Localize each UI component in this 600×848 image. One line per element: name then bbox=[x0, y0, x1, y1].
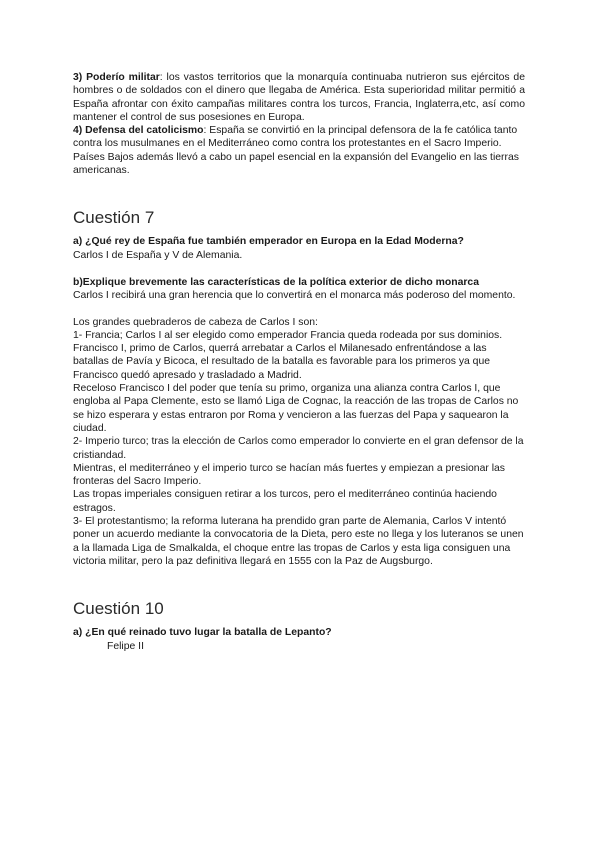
point-3-paragraph bbox=[73, 71, 525, 124]
answer-10a: Felipe II bbox=[107, 640, 144, 652]
point-3-label: 3) Poderío militar bbox=[73, 72, 160, 83]
answer-7b-line: Receloso Francisco I del poder que tenía su primo, organiza una alianza contra Carlos I, que engloba al Papa Clemente, esto se llamó Liga de Cognac, la reacción de las tropas de Carlos no se hizo esperara y estas entraron por Roma y vencieron a las fuerzas del Papa y saquearon la ciudad. bbox=[73, 383, 519, 434]
question-7a: a) ¿Qué rey de España fue también emperador en Europa en la Edad Moderna? bbox=[73, 236, 464, 248]
question-7b: b)Explique brevemente las características de la política exterior de dicho monarca bbox=[73, 276, 479, 288]
answer-7b-line: Las tropas imperiales consiguen retirar a los turcos, pero el mediterráneo continúa haciendo estragos. bbox=[73, 489, 497, 514]
answer-7b-intro: Carlos I recibirá una gran herencia que lo convertirá en el monarca más poderoso del momento. bbox=[73, 290, 516, 302]
point-4-label: 4) Defensa del catolicismo bbox=[73, 125, 204, 137]
point-3-text: : los vastos territorios que la monarquía continuaba nutrieron sus ejércitos de hombres o de soldados con el dinero que llegaba de América. Esta superioridad militar permitió a España afrontar con éxito campañas militares contra los turcos, Francia, Inglaterra,etc, así como mantener el control de sus posesiones en Europa. bbox=[73, 72, 525, 123]
answer-7b-line: Los grandes quebraderos de cabeza de Carlos I son: bbox=[73, 316, 318, 328]
document-content bbox=[73, 71, 525, 653]
answer-7b-line: 2- Imperio turco; tras la elección de Carlos como emperador lo convierte en el gran defensor de la cristiandad. bbox=[73, 436, 524, 461]
cuestion-10-heading: Cuestión 10 bbox=[73, 599, 164, 619]
point-4-text: : España se convirtió en la principal defensora de la fe católica tanto contra los musulmanes en el Mediterráneo como contra los protestantes en el Sacro Imperio. Países Bajos además llevó a cabo un papel esencial en la expansión del Evangelio en las tierras americanas. bbox=[73, 125, 519, 177]
answer-7b-line: 3- El protestantismo; la reforma luterana ha prendido gran parte de Alemania, Carlos V intentó poner un acuerdo mediante la convocatoria de la Dieta, pero este no llega y los luteranos se unen a la llamada Liga de Smalkalda, el choque entre las tropas de Carlos y esta liga consiguen una victoria militar, pero la paz definitiva llegará en 1555 con la Paz de Augsburgo. bbox=[73, 516, 524, 567]
question-10a: a) ¿En qué reinado tuvo lugar la batalla de Lepanto? bbox=[73, 627, 332, 639]
answer-7a: Carlos I de España y V de Alemania. bbox=[73, 249, 243, 261]
point-4-paragraph bbox=[73, 124, 525, 177]
answer-7b-line: 1- Francia; Carlos I al ser elegido como emperador Francia queda rodeada por sus dominios. Francisco I, primo de Carlos, querrá arrebatar a Carlos el Milanesado enfrentándose a las batallas de Pavía y Bicoca, el resultado de la batalla es favorable para los primeros ya que Francisco quedó apresado y trasladado a Madrid. bbox=[73, 329, 503, 381]
answer-7b-line: Mientras, el mediterráneo y el imperio turco se hacían más fuertes y empiezan a presionar las fronteras del Sacro Imperio. bbox=[73, 462, 505, 488]
cuestion-7-heading: Cuestión 7 bbox=[73, 208, 155, 228]
